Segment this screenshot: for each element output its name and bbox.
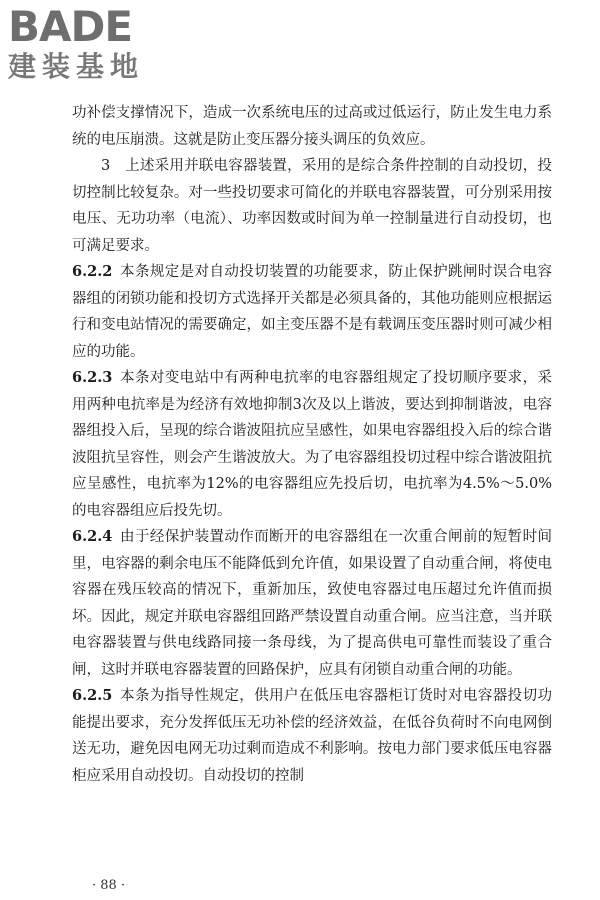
paragraph-text: 3 上述采用并联电容器装置，采用的是综合条件控制的自动投切，投切控制比较复杂。对一些投切要求可简化的并联电容器装置，可分别采用按电压、无功功率（电流）、功率因数或时间为单一控制量进行自动投切，也可满足要求。 xyxy=(72,158,552,254)
bade-logo xyxy=(8,4,178,84)
paragraph-text: 由于经保护装置动作而断开的电容器组在一次重合闸前的短暂时间里，电容器的剩余电压不能降低到允许值，如果设置了自动重合闸，将使电容器在残压较高的情况下，重新加压，致使电容器过电压超过允许值而损坏。因此，规定并联电容器组回路严禁设置自动重合闸。应当注意，当并联电容器装置与供电线路同接一条母线，为了提高供电可靠性而装设了重合闸，这时并联电容器装置的回路保护，应具有闭锁自动重合闸的功能。 xyxy=(72,529,552,678)
section-number: 6.2.2 xyxy=(72,263,113,280)
section-number: 6.2.4 xyxy=(72,528,113,545)
page-number: · 88 · xyxy=(92,878,126,893)
paragraph-text: 功补偿支撑情况下，造成一次系统电压的过高或过低运行，防止发生电力系统的电压崩溃。这就是防止变压器分接头调压的负效应。 xyxy=(72,105,552,148)
section-number: 6.2.5 xyxy=(72,687,113,704)
logo-subtitle: 建装基地 xyxy=(8,50,145,83)
paragraph-text: 本条规定是对自动投切装置的功能要求，防止保护跳闸时误合电容器组的闭锁功能和投切方式选择开关都是必须具备的，其他功能则应根据运行和变电站情况的需要确定，如主变压器不是有载调压变压器时则可减少相应的功能。 xyxy=(72,264,552,360)
paragraph-text: 本条为指导性规定，供用户在低压电容器柜订货时对电容器投切功能提出要求，充分发挥低压无功补偿的经济效益，在低谷负荷时不向电网倒送无功，避免因电网无功过剩而造成不利影响。按电力部门要求低压电容器柜应采用自动投切。自动投切的控制 xyxy=(72,688,552,784)
section-6-2-4 xyxy=(72,524,552,683)
section-6-2-5 xyxy=(72,683,552,789)
document-body xyxy=(72,100,552,789)
paragraph-text: 本条对变电站中有两种电抗率的电容器组规定了投切顺序要求，采用两种电抗率是为经济有效地抑制3次及以上谐波，要达到抑制谐波，电容器组投入后，呈现的综合谐波阻抗应呈感性，如果电容器组投入后的综合谐波阻抗呈容性，则会产生谐波放大。为了电容器组投切过程中综合谐波阻抗应呈感性，电抗率为12%的电容器组应先投后切，电抗率为4.5%～5.0%的电容器组应后投先切。 xyxy=(72,370,552,519)
paragraph-item-3 xyxy=(72,153,552,259)
section-6-2-2 xyxy=(72,259,552,365)
logo-wordmark: BADE xyxy=(8,2,133,51)
section-6-2-3 xyxy=(72,365,552,524)
section-number: 6.2.3 xyxy=(72,369,113,386)
paragraph-continuation xyxy=(72,100,552,153)
